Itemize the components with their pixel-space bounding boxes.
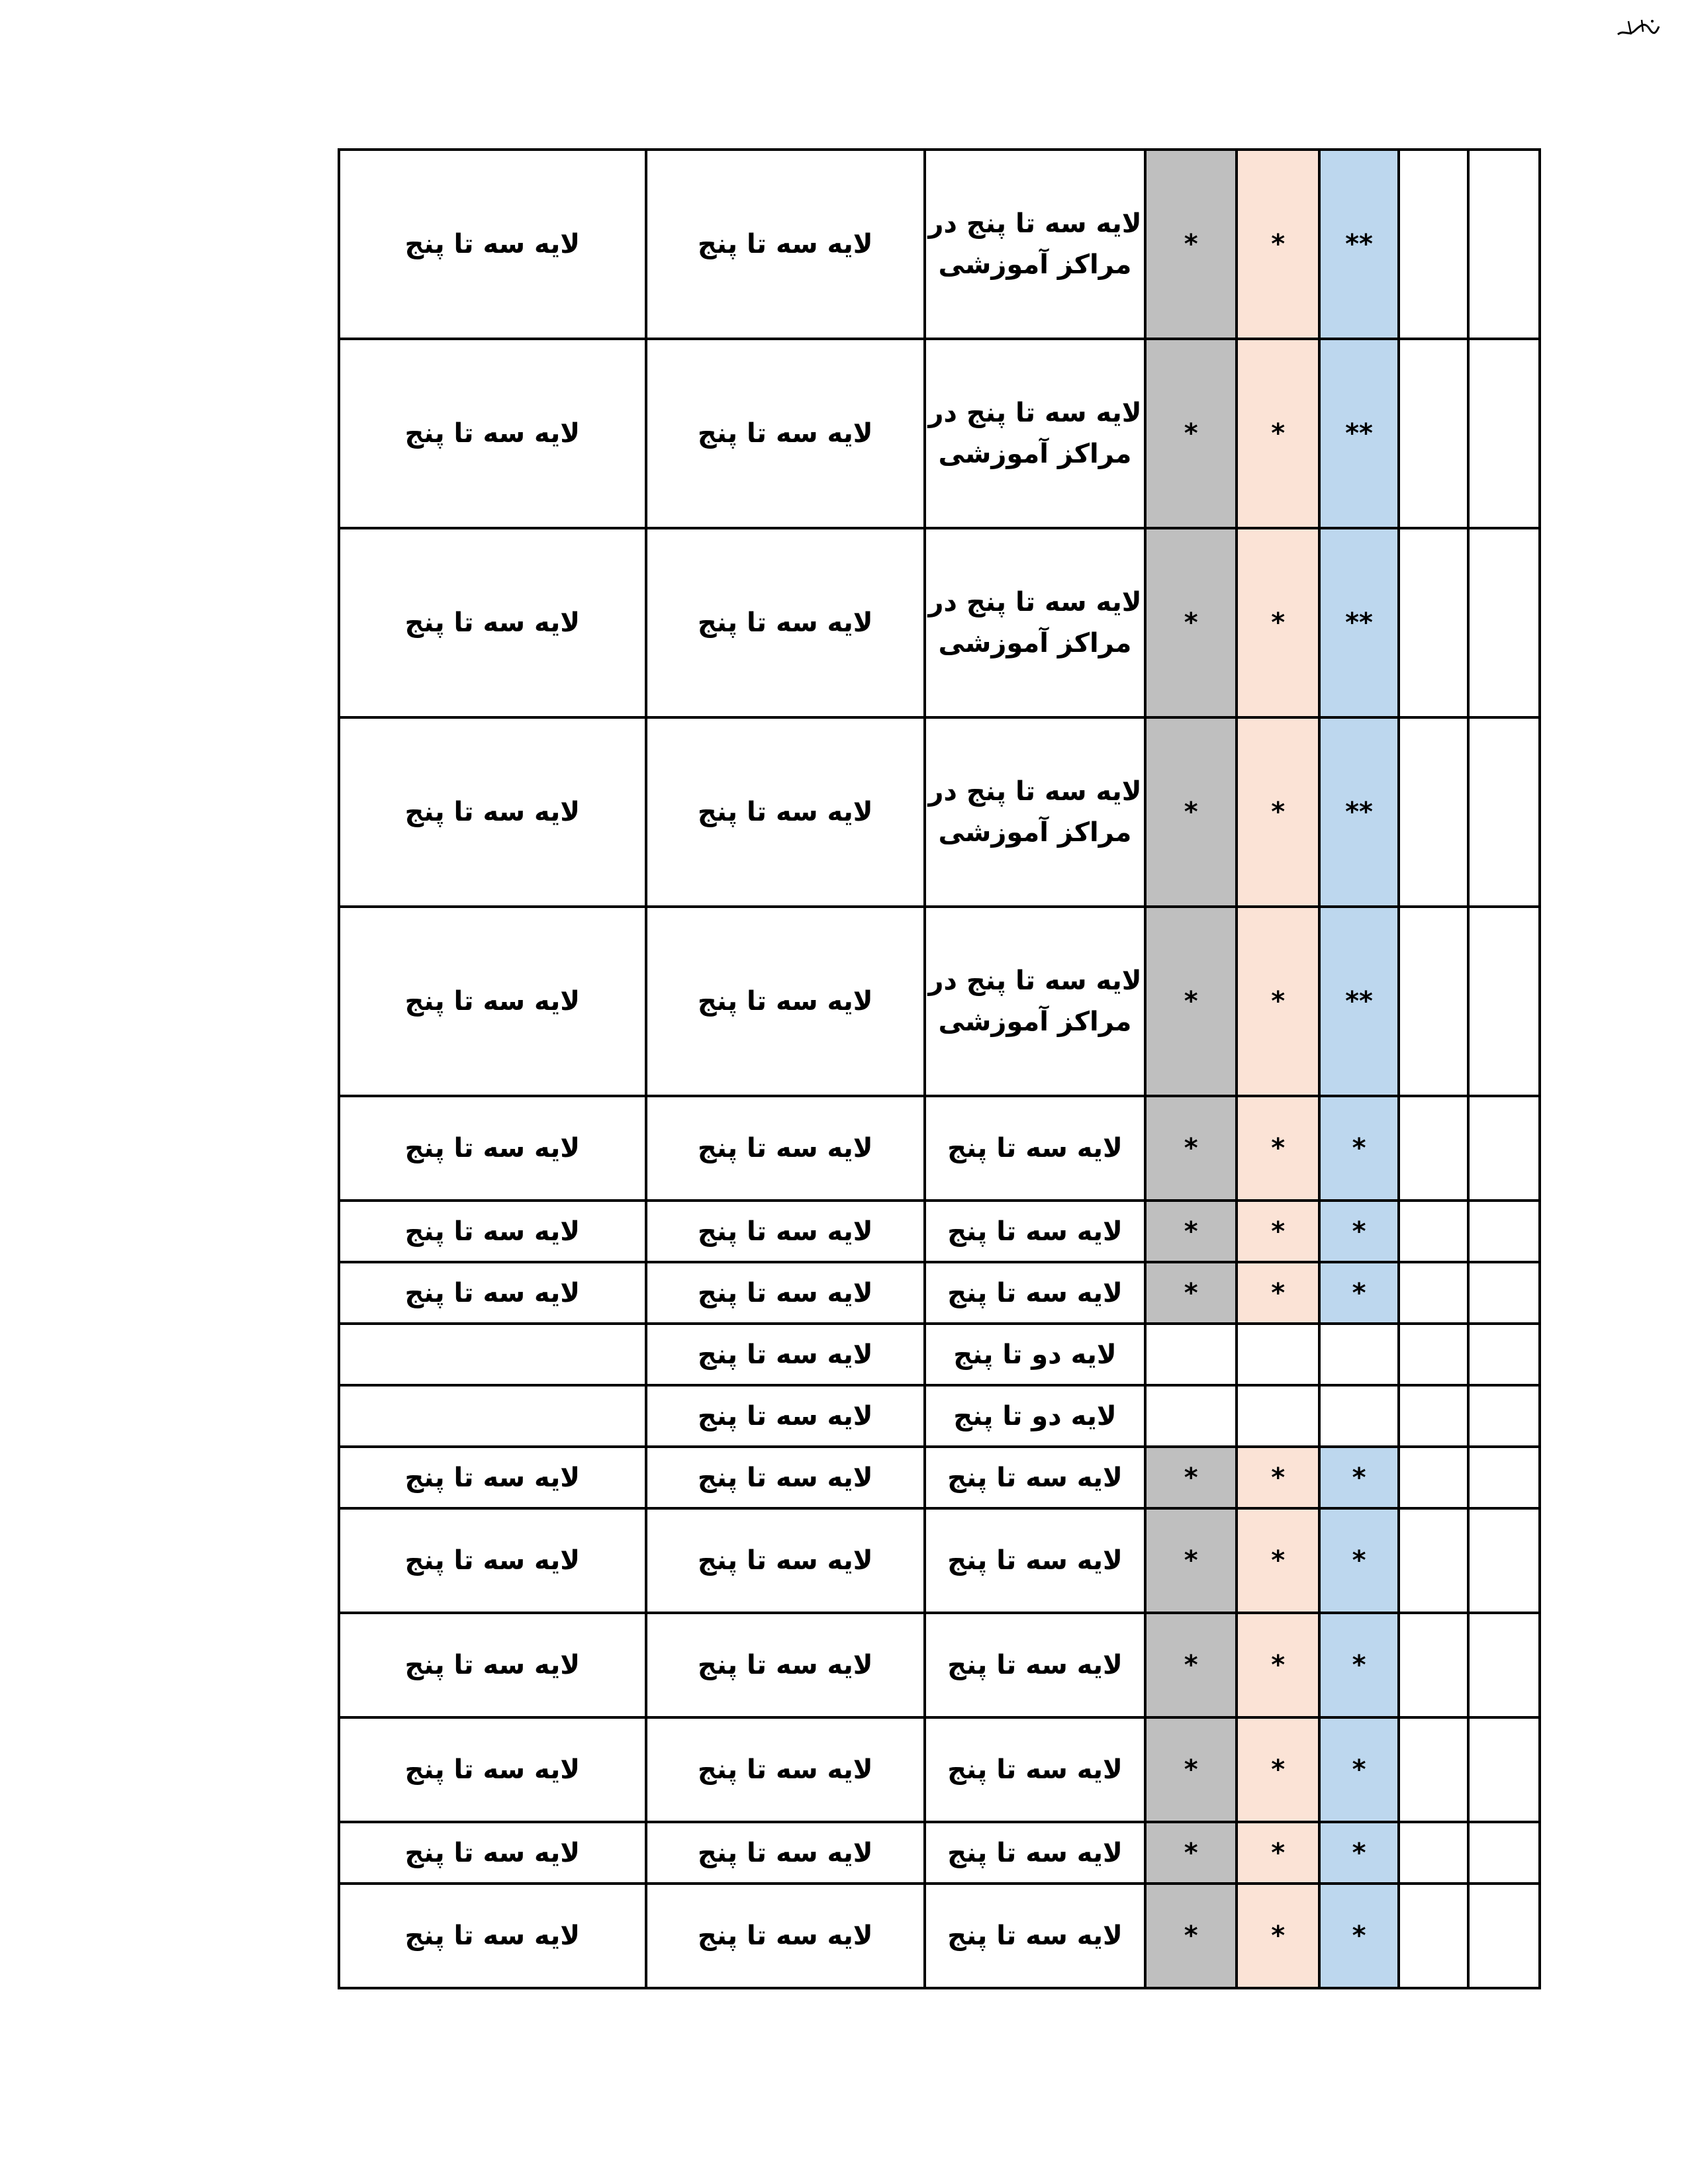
table-row xyxy=(339,1447,1540,1508)
table-row xyxy=(339,907,1540,1096)
cell-mark-blue: * xyxy=(1319,1822,1399,1884)
cell-empty xyxy=(1399,339,1468,528)
table-row xyxy=(339,528,1540,717)
cell-grade-range-a: لایه سه تا پنج xyxy=(339,150,646,339)
cell-grade-range-b: لایه سه تا پنج xyxy=(646,1508,925,1613)
cell-empty xyxy=(1468,1508,1540,1613)
table-row xyxy=(339,1385,1540,1447)
cell-mark-gray: * xyxy=(1145,150,1237,339)
cell-grade-range-c: لایه سه تا پنج xyxy=(925,1262,1145,1324)
cell-empty xyxy=(1468,717,1540,907)
cell-mark-blue: * xyxy=(1319,1262,1399,1324)
table-row xyxy=(339,1201,1540,1262)
cell-grade-range-b: لایه سه تا پنج xyxy=(646,528,925,717)
cell-grade-range-c: لایه سه تا پنج xyxy=(925,1717,1145,1822)
cell-mark-peach: * xyxy=(1237,1447,1319,1508)
cell-mark-gray: * xyxy=(1145,717,1237,907)
cell-empty xyxy=(1399,1613,1468,1717)
table-body xyxy=(339,150,1540,1988)
table-row xyxy=(339,1717,1540,1822)
cell-empty xyxy=(1468,1884,1540,1988)
table-row xyxy=(339,339,1540,528)
cell-mark-peach xyxy=(1237,1385,1319,1447)
cell-grade-range-b: لایه سه تا پنج xyxy=(646,1262,925,1324)
cell-grade-range-c: لایه سه تا پنج در مراکز آموزشی xyxy=(925,339,1145,528)
cell-grade-range-c: لایه دو تا پنج xyxy=(925,1324,1145,1385)
cell-mark-blue: ** xyxy=(1319,339,1399,528)
cell-empty xyxy=(1399,1096,1468,1201)
cell-grade-range-b: لایه سه تا پنج xyxy=(646,150,925,339)
table-row xyxy=(339,1822,1540,1884)
cell-mark-peach xyxy=(1237,1324,1319,1385)
cell-grade-range-a: لایه سه تا پنج xyxy=(339,1822,646,1884)
cell-grade-range-a: لایه سه تا پنج xyxy=(339,1508,646,1613)
cell-empty xyxy=(1468,907,1540,1096)
cell-mark-peach: * xyxy=(1237,1613,1319,1717)
cell-mark-blue: ** xyxy=(1319,150,1399,339)
table-row xyxy=(339,1096,1540,1201)
cell-mark-peach: * xyxy=(1237,1508,1319,1613)
cell-grade-range-b: لایه سه تا پنج xyxy=(646,1717,925,1822)
cell-mark-gray: * xyxy=(1145,528,1237,717)
publisher-logo xyxy=(1615,15,1662,41)
cell-mark-peach: * xyxy=(1237,1262,1319,1324)
table-row xyxy=(339,1884,1540,1988)
cell-grade-range-c: لایه سه تا پنج در مراکز آموزشی xyxy=(925,717,1145,907)
cell-mark-gray: * xyxy=(1145,1262,1237,1324)
cell-empty xyxy=(1468,1385,1540,1447)
cell-mark-peach: * xyxy=(1237,1822,1319,1884)
cell-grade-range-a: لایه سه تا پنج xyxy=(339,907,646,1096)
cell-grade-range-b: لایه سه تا پنج xyxy=(646,1447,925,1508)
cell-grade-range-b: لایه سه تا پنج xyxy=(646,1822,925,1884)
schedule-table xyxy=(338,148,1541,1989)
cell-grade-range-a: لایه سه تا پنج xyxy=(339,1447,646,1508)
cell-mark-blue xyxy=(1319,1385,1399,1447)
cell-mark-peach: * xyxy=(1237,717,1319,907)
cell-empty xyxy=(1468,1324,1540,1385)
cell-mark-gray: * xyxy=(1145,1717,1237,1822)
cell-grade-range-a: لایه سه تا پنج xyxy=(339,717,646,907)
cell-grade-range-b: لایه سه تا پنج xyxy=(646,1096,925,1201)
cell-empty xyxy=(1468,150,1540,339)
cell-empty xyxy=(1399,1262,1468,1324)
cell-empty xyxy=(1399,1508,1468,1613)
cell-mark-blue: * xyxy=(1319,1096,1399,1201)
table-row xyxy=(339,1262,1540,1324)
cell-grade-range-a: لایه سه تا پنج xyxy=(339,1613,646,1717)
cell-grade-range-b: لایه سه تا پنج xyxy=(646,1884,925,1988)
cell-grade-range-c: لایه سه تا پنج xyxy=(925,1201,1145,1262)
cell-mark-gray: * xyxy=(1145,1613,1237,1717)
cell-mark-gray: * xyxy=(1145,1447,1237,1508)
table-row xyxy=(339,150,1540,339)
cell-mark-peach: * xyxy=(1237,339,1319,528)
cell-grade-range-c: لایه سه تا پنج xyxy=(925,1508,1145,1613)
cell-mark-blue: ** xyxy=(1319,717,1399,907)
cell-mark-peach: * xyxy=(1237,150,1319,339)
cell-mark-gray: * xyxy=(1145,907,1237,1096)
table-row xyxy=(339,1324,1540,1385)
cell-grade-range-b: لایه سه تا پنج xyxy=(646,1613,925,1717)
cell-empty xyxy=(1399,1717,1468,1822)
cell-empty xyxy=(1468,528,1540,717)
cell-grade-range-b: لایه سه تا پنج xyxy=(646,339,925,528)
cell-empty xyxy=(1399,1385,1468,1447)
cell-grade-range-c: لایه سه تا پنج xyxy=(925,1447,1145,1508)
cell-grade-range-a: لایه سه تا پنج xyxy=(339,1201,646,1262)
cell-grade-range-a: لایه سه تا پنج xyxy=(339,1884,646,1988)
cell-mark-gray: * xyxy=(1145,339,1237,528)
cell-mark-blue: ** xyxy=(1319,907,1399,1096)
cell-grade-range-a: لایه سه تا پنج xyxy=(339,1096,646,1201)
cell-mark-blue: * xyxy=(1319,1447,1399,1508)
cell-grade-range-a: لایه سه تا پنج xyxy=(339,1262,646,1324)
cell-empty xyxy=(1468,1447,1540,1508)
cell-empty xyxy=(1399,907,1468,1096)
cell-mark-blue xyxy=(1319,1324,1399,1385)
cell-grade-range-c: لایه سه تا پنج xyxy=(925,1096,1145,1201)
table-row xyxy=(339,1613,1540,1717)
cell-mark-blue: ** xyxy=(1319,528,1399,717)
cell-mark-gray: * xyxy=(1145,1201,1237,1262)
cell-empty xyxy=(1468,1262,1540,1324)
cell-grade-range-c: لایه سه تا پنج xyxy=(925,1613,1145,1717)
cell-empty xyxy=(1399,1447,1468,1508)
cell-grade-range-a: لایه سه تا پنج xyxy=(339,339,646,528)
cell-mark-blue: * xyxy=(1319,1613,1399,1717)
cell-mark-gray: * xyxy=(1145,1822,1237,1884)
cell-empty xyxy=(1468,1717,1540,1822)
cell-empty xyxy=(1468,1201,1540,1262)
cell-grade-range-b: لایه سه تا پنج xyxy=(646,717,925,907)
table-row xyxy=(339,717,1540,907)
cell-grade-range-b: لایه سه تا پنج xyxy=(646,1385,925,1447)
table-row xyxy=(339,1508,1540,1613)
cell-grade-range-c: لایه سه تا پنج در مراکز آموزشی xyxy=(925,150,1145,339)
cell-grade-range-b: لایه سه تا پنج xyxy=(646,1201,925,1262)
cell-grade-range-a xyxy=(339,1324,646,1385)
cell-mark-blue: * xyxy=(1319,1201,1399,1262)
cell-mark-blue: * xyxy=(1319,1884,1399,1988)
cell-empty xyxy=(1468,1822,1540,1884)
cell-empty xyxy=(1468,339,1540,528)
cell-empty xyxy=(1399,1822,1468,1884)
cell-mark-gray xyxy=(1145,1324,1237,1385)
cell-grade-range-b: لایه سه تا پنج xyxy=(646,907,925,1096)
cell-mark-peach: * xyxy=(1237,1717,1319,1822)
cell-mark-peach: * xyxy=(1237,1096,1319,1201)
cell-grade-range-c: لایه سه تا پنج در مراکز آموزشی xyxy=(925,528,1145,717)
cell-mark-peach: * xyxy=(1237,528,1319,717)
cell-mark-peach: * xyxy=(1237,1201,1319,1262)
cell-empty xyxy=(1399,717,1468,907)
cell-empty xyxy=(1468,1096,1540,1201)
cell-empty xyxy=(1399,1201,1468,1262)
cell-empty xyxy=(1399,150,1468,339)
cell-mark-gray: * xyxy=(1145,1508,1237,1613)
cell-grade-range-c: لایه سه تا پنج xyxy=(925,1884,1145,1988)
cell-mark-gray xyxy=(1145,1385,1237,1447)
cell-grade-range-a: لایه سه تا پنج xyxy=(339,528,646,717)
cell-grade-range-c: لایه دو تا پنج xyxy=(925,1385,1145,1447)
cell-empty xyxy=(1399,528,1468,717)
cell-empty xyxy=(1468,1613,1540,1717)
logo-signature-icon xyxy=(1615,15,1662,41)
cell-empty xyxy=(1399,1324,1468,1385)
cell-grade-range-b: لایه سه تا پنج xyxy=(646,1324,925,1385)
cell-mark-blue: * xyxy=(1319,1508,1399,1613)
cell-grade-range-a xyxy=(339,1385,646,1447)
cell-grade-range-a: لایه سه تا پنج xyxy=(339,1717,646,1822)
cell-mark-blue: * xyxy=(1319,1717,1399,1822)
cell-empty xyxy=(1399,1884,1468,1988)
cell-mark-gray: * xyxy=(1145,1096,1237,1201)
cell-grade-range-c: لایه سه تا پنج xyxy=(925,1822,1145,1884)
cell-grade-range-c: لایه سه تا پنج در مراکز آموزشی xyxy=(925,907,1145,1096)
cell-mark-peach: * xyxy=(1237,1884,1319,1988)
cell-mark-peach: * xyxy=(1237,907,1319,1096)
cell-mark-gray: * xyxy=(1145,1884,1237,1988)
